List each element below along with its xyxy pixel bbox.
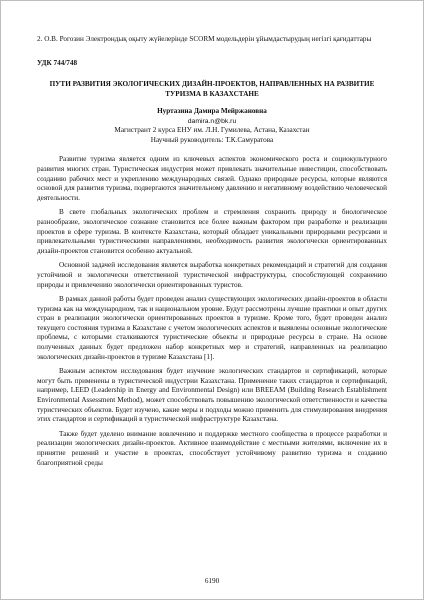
body-paragraph: Важным аспектом исследования будет изучение экологических стандартов и сертификаций, которые могут быть применены в туристической индустрии Казахстана. Применение таких стандартов и сертификаций, например, LEED (Leadership in Energy and Environmental Design) или BREEAM (Building Research Establishment Environmental Assessment Method), может способствовать повышению экологической ответственности и качества туристических объектов. Будет изучено, какие меры и подходы можно применить для стимулирования внедрения этих стандартов и сертификаций в туристической инфраструктуре Казахстана. <box>37 367 387 424</box>
author-name: Нуртазина Дамира Мейржановна <box>157 107 267 115</box>
body-paragraph: В свете глобальных экологических проблем и стремления сохранить природу и биологическое разнообразие, экологическое сознание становится все более важным фактором при разработке и реализации проектов в сфере туризма. В контексте Казахстана, который обладает уникальными природными ресурсами и привлекательными туристическими направлениями, необходимость развития экологически ориентированных дизайн-проектов становится особенно актуальной. <box>37 208 387 255</box>
body-paragraph: Основной задачей исследования является выработка конкретных рекомендаций и стратегий для создания устойчивой и экологически ответственной туристической инфраструктуры, способствующей сохранению природы и привлечению экологически ориентированных туристов. <box>37 261 387 289</box>
page-content <box>37 35 387 473</box>
body-paragraph: Развитие туризма является одним из ключевых аспектов экономического роста и социокультурного развития многих стран. Туристическая индустрия может привлекать значительные инвестиции, способствовать созданию рабочих мест и укреплению международных связей. Однако природные ресурсы, которые являются основой для развития туризма, подвергаются значительному давлению и негативному воздействию человеческой деятельности. <box>37 155 387 202</box>
previous-article-reference: 2. О.В. Рогозин Электрондық оқыту жүйелерінде SCORM модельдерін ұйымдастырудың негізгі қағидаттары <box>37 35 372 43</box>
article-title: ПУТИ РАЗВИТИЯ ЭКОЛОГИЧЕСКИХ ДИЗАЙН-ПРОЕКТОВ, НАПРАВЛЕННЫХ НА РАЗВИТИЕ ТУРИЗМА В КАЗАХСТАНЕ <box>49 80 375 98</box>
scientific-advisor: Научный руководитель: Т.К.Самуратова <box>150 135 274 144</box>
body-paragraph: Также будет уделено внимание вовлечению и поддержке местного сообщества в процессе разработки и реализации экологических дизайн-проектов. Активное взаимодействие с местными жителями, включение их в принятие решений и участие в проектах, способствует устойчивому развитию туризма и созданию благоприятной среды <box>37 429 387 467</box>
body-paragraph: В рамках данной работы будет проведен анализ существующих экологических дизайн-проектов в области туризма как на международном, так и национальном уровне. Будут рассмотрены лучшие практики и опыт других стран в реализации экологически ориентированных проектов в туризме. Кроме того, будет проведен анализ текущего состояния туризма в Казахстане с учетом экологических аспектов и выявлены основные экологические проблемы, с которыми сталкиваются туристические объекты и природные ресурсы в стране. На основе полученных данных будет предложен набор конкретных мер и стратегий, направленных на реализацию экологических дизайн-проектов в туризме Казахстана [1]. <box>37 295 387 361</box>
author-email: damira.n@bk.ru <box>187 117 237 125</box>
udk-code: УДК 744/748 <box>37 58 78 67</box>
page-number: 6190 <box>204 577 220 585</box>
author-affiliation: Магистрант 2 курса ЕНУ им. Л.Н. Гумилева, Астана, Казахстан <box>114 126 310 135</box>
